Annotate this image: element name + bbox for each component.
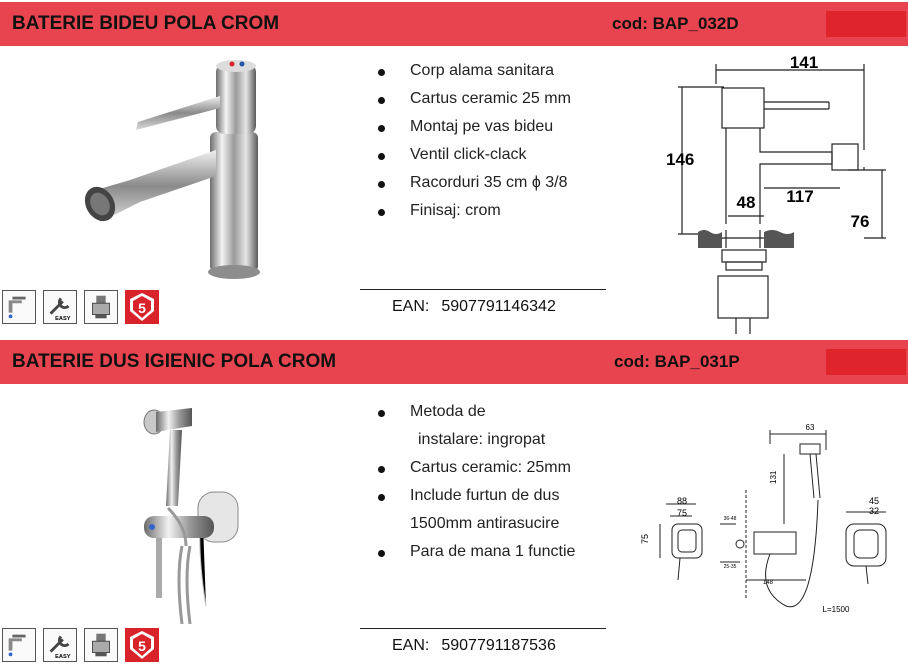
svg-text:36-48: 36-48	[723, 516, 737, 522]
warranty-5-icon	[125, 290, 159, 324]
feature-item: Cartus ceramic: 25mm	[376, 459, 575, 487]
feature-list	[376, 403, 575, 571]
svg-text:141: 141	[789, 53, 819, 72]
header-accent-box	[826, 349, 906, 375]
svg-text:L=1500: L=1500	[822, 605, 850, 614]
svg-text:EASY: EASY	[55, 654, 71, 661]
ean-code: EAN: 5907791146342	[392, 298, 556, 315]
feature-item: Include furtun de dus	[376, 487, 575, 515]
feature-item: Ventil click-clack	[376, 146, 571, 174]
cartridge-icon	[84, 290, 118, 324]
bidet-mixer-photo	[70, 52, 310, 284]
bidet-mixer-drawing	[664, 52, 894, 334]
svg-text:5: 5	[138, 638, 146, 654]
faucet-icon	[2, 290, 36, 324]
product-title: BATERIE BIDEU POLA CROM	[12, 13, 280, 34]
product-code: cod: BAP_032D	[612, 14, 739, 33]
feature-icons	[2, 628, 159, 662]
product-header	[0, 340, 908, 384]
svg-text:76: 76	[850, 212, 870, 231]
svg-text:117: 117	[786, 187, 814, 206]
ean-divider	[360, 289, 606, 290]
svg-text:48: 48	[736, 193, 756, 212]
feature-item: Cartus ceramic 25 mm	[376, 90, 571, 118]
svg-text:32: 32	[868, 506, 880, 516]
hygienic-shower-drawing	[636, 420, 902, 620]
svg-text:25-35: 25-35	[723, 564, 737, 570]
product-title: BATERIE DUS IGIENIC POLA CROM	[12, 351, 337, 372]
wrench-easy-icon	[43, 290, 77, 324]
feature-item: Racorduri 35 cm ϕ 3/8	[376, 174, 571, 202]
svg-text:148: 148	[762, 580, 774, 586]
header-accent-box	[826, 11, 906, 37]
feature-item: Corp alama sanitara	[376, 62, 571, 90]
feature-item: Finisaj: crom	[376, 202, 571, 230]
feature-item: Montaj pe vas bideu	[376, 118, 571, 146]
product-header	[0, 2, 908, 46]
svg-text:5: 5	[138, 300, 146, 316]
hygienic-shower-photo	[126, 396, 256, 626]
svg-text:131: 131	[769, 470, 778, 484]
feature-item-continuation: instalare: ingropat	[418, 431, 546, 448]
svg-text:88: 88	[676, 496, 688, 506]
feature-icons	[2, 290, 159, 324]
feature-item-continuation: 1500mm antirasucire	[410, 515, 560, 532]
svg-text:45: 45	[868, 496, 880, 506]
svg-text:EASY: EASY	[55, 316, 71, 323]
svg-text:146: 146	[666, 150, 695, 169]
product-code: cod: BAP_031P	[614, 352, 740, 371]
svg-text:75: 75	[676, 508, 688, 518]
wrench-easy-icon	[43, 628, 77, 662]
feature-list	[376, 62, 571, 230]
ean-code: EAN: 5907791187536	[392, 637, 556, 654]
feature-item: Para de mana 1 functie	[376, 543, 575, 571]
feature-item: Metoda de	[376, 403, 575, 431]
svg-text:63: 63	[805, 423, 815, 432]
cartridge-icon	[84, 628, 118, 662]
faucet-icon	[2, 628, 36, 662]
warranty-5-icon	[125, 628, 159, 662]
svg-text:75: 75	[640, 533, 650, 544]
ean-divider	[360, 628, 606, 629]
